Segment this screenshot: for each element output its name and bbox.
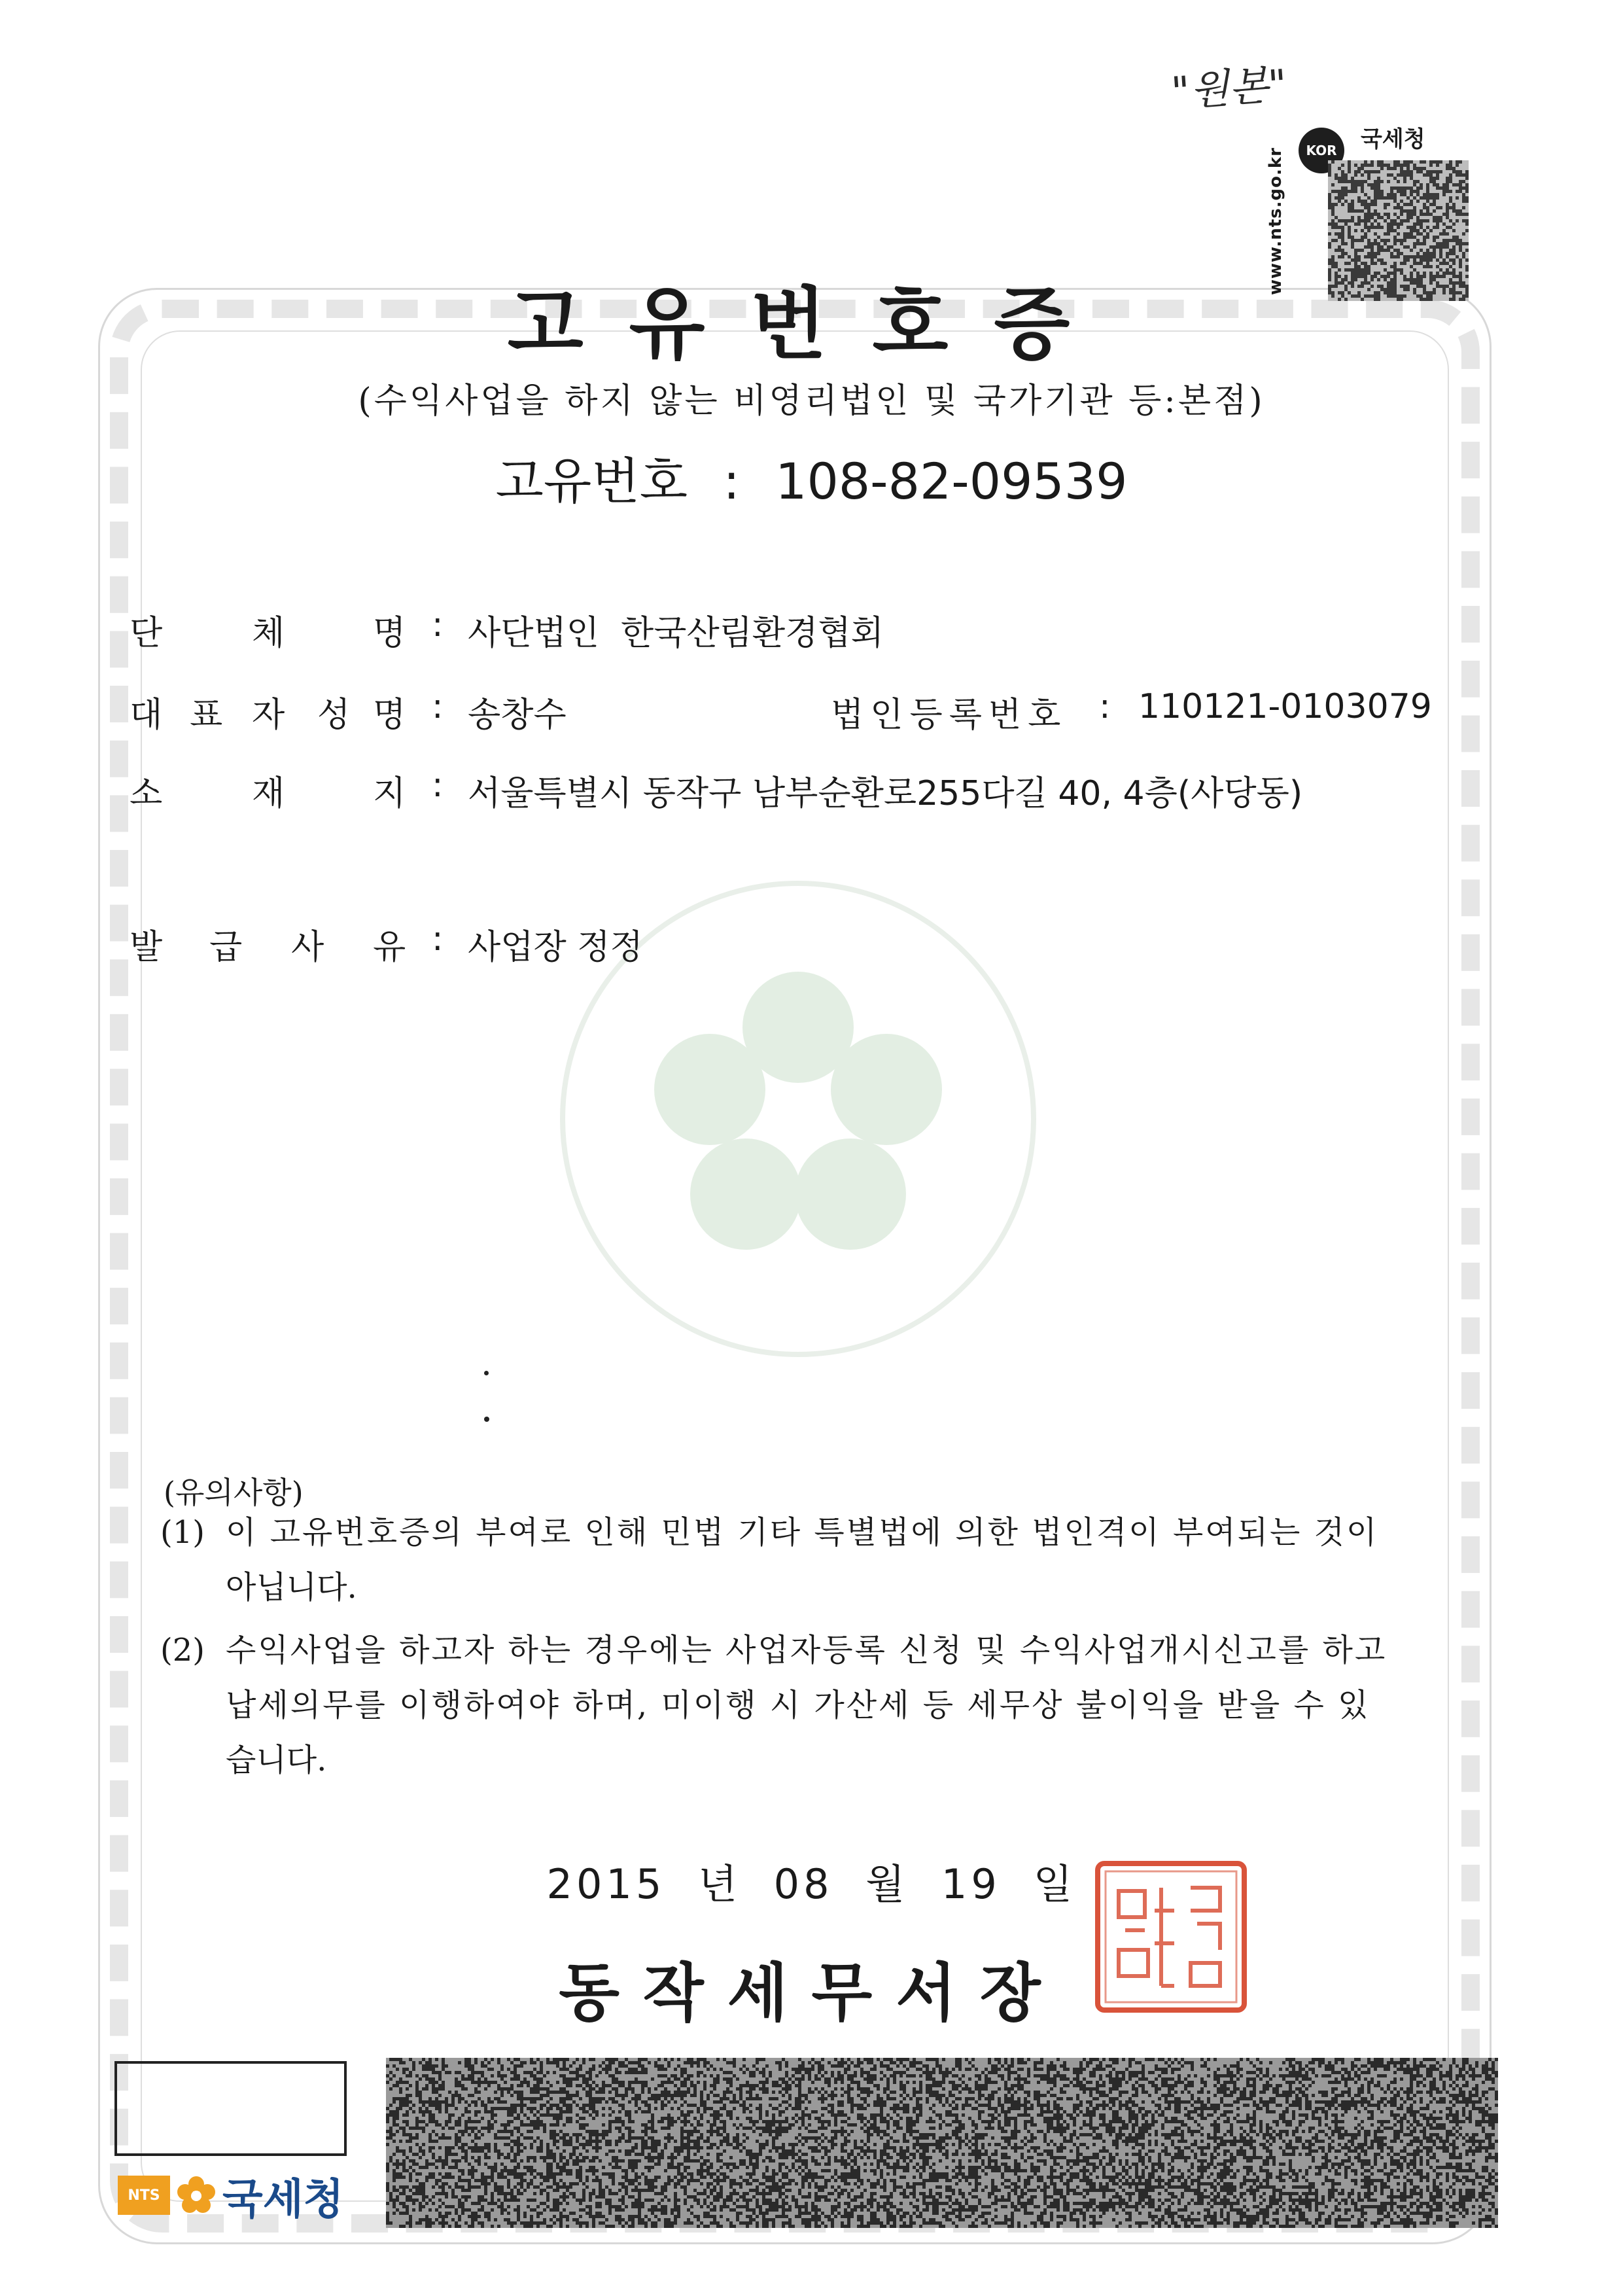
issue-date: [0, 1852, 1623, 1910]
representative-value: 송창수: [468, 696, 567, 735]
corp-reg-label: 법인등록번호: [831, 696, 1068, 735]
field-colon: :: [432, 919, 444, 959]
field-representative: [0, 687, 1623, 739]
location-value: 서울특별시 동작구 남부순환로255다길 40, 4층(사당동): [468, 774, 1303, 813]
unique-number-label: 고유번호: [495, 452, 688, 510]
note-number: (2): [160, 1632, 205, 1669]
qr-url-label: www.nts.go.kr: [1266, 147, 1285, 296]
field-location: [0, 766, 1623, 818]
field-label-char: 재: [252, 774, 285, 813]
field-colon: :: [432, 766, 444, 805]
unique-number-value: 108-82-09539: [775, 452, 1128, 510]
field-issue-reason: [0, 919, 1623, 972]
field-label-char: 명: [373, 696, 406, 735]
date-day-unit: 일: [1033, 1860, 1077, 1908]
notes-heading: (유의사항): [164, 1475, 304, 1510]
nts-agency-name: 국세청: [222, 2176, 344, 2224]
official-seal-stamp: [1092, 1858, 1249, 2015]
note-line: 습니다.: [226, 1742, 327, 1778]
field-label-char: 체: [252, 614, 285, 653]
blank-stamp-box: [114, 2061, 347, 2156]
unique-number-separator: :: [723, 452, 740, 510]
corp-reg-value: 110121-0103079: [1138, 687, 1432, 726]
note-number: (1): [160, 1514, 205, 1551]
field-label-char: 지: [373, 774, 406, 813]
note-item-1: [160, 1505, 1442, 1615]
field-label-char: 소: [130, 774, 163, 813]
field-colon: :: [432, 687, 444, 726]
field-colon: :: [1099, 687, 1111, 726]
field-label-char: 자: [252, 696, 285, 735]
document-verification-barcode: [386, 2058, 1498, 2228]
field-colon: :: [432, 605, 444, 645]
document-subtitle: (수익사업을 하지 않는 비영리법인 및 국가기관 등:본점): [358, 381, 1265, 421]
issuing-office: 동작세무서장: [559, 1956, 1064, 2030]
note-item-2: [160, 1623, 1442, 1788]
field-label-char: 성: [317, 696, 351, 735]
date-month: 08: [773, 1860, 833, 1908]
issue-reason-value: 사업장 정정: [468, 928, 643, 967]
kor-badge: KOR: [1299, 128, 1344, 173]
note-line: 이 고유번호증의 부여로 인해 민법 기타 특별법에 의한 법인격이 부여되는 것이: [226, 1514, 1379, 1551]
field-label-char: 유: [373, 928, 406, 967]
nts-logo-badge: NTS: [118, 2176, 170, 2215]
nts-flower-icon: [173, 2172, 219, 2218]
note-line: 납세의무를 이행하여야 하며, 미이행 시 가산세 등 세무상 불이익을 받을 수 있: [226, 1687, 1370, 1723]
field-label-char: 급: [209, 928, 243, 967]
stray-dot: [484, 1371, 489, 1375]
unique-number-line: [0, 442, 1623, 513]
org-name-value: 사단법인 한국산림환경협회: [468, 614, 884, 653]
date-day: 19: [941, 1860, 1001, 1908]
field-label-char: 단: [130, 614, 163, 653]
field-label-char: 표: [190, 696, 223, 735]
date-year: 2015: [546, 1860, 666, 1908]
field-label-char: 명: [373, 614, 406, 653]
date-month-unit: 월: [865, 1860, 909, 1908]
note-line: 수익사업을 하고자 하는 경우에는 사업자등록 신청 및 수익사업개시신고를 하고: [226, 1632, 1387, 1669]
field-label-char: 대: [130, 696, 163, 735]
note-line: 아닙니다.: [226, 1569, 357, 1606]
field-label-char: 발: [130, 928, 163, 967]
qr-agency-label: 국세청: [1361, 126, 1425, 152]
stray-dot: [484, 1417, 489, 1422]
field-label-char: 사: [291, 928, 324, 967]
handwritten-original-mark: "원본": [1170, 60, 1289, 116]
date-year-unit: 년: [698, 1860, 741, 1908]
field-org-name: [0, 605, 1623, 658]
document-title: 고유번호증: [507, 278, 1116, 370]
